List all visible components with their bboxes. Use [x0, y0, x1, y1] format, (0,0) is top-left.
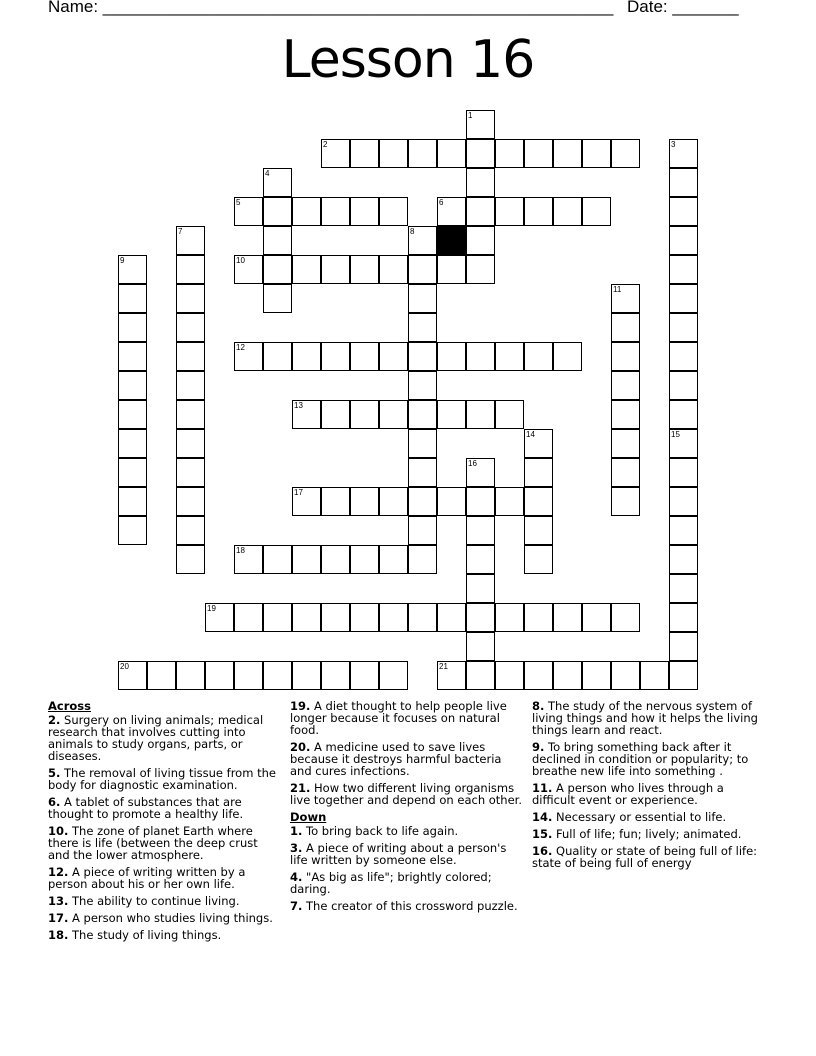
- clue-number-21: 21: [439, 662, 448, 671]
- crossword-cell[interactable]: [176, 313, 205, 342]
- crossword-cell[interactable]: [611, 661, 640, 690]
- crossword-cell[interactable]: [669, 313, 698, 342]
- crossword-cell[interactable]: [495, 487, 524, 516]
- clue-number-2: 2: [323, 140, 328, 149]
- crossword-cell[interactable]: [292, 545, 321, 574]
- crossword-cell[interactable]: [495, 139, 524, 168]
- crossword-cell[interactable]: [263, 545, 292, 574]
- down-clue-14: 14. Necessary or essential to life.: [532, 810, 727, 824]
- crossword-cell[interactable]: [669, 661, 698, 690]
- crossword-cell[interactable]: [176, 545, 205, 574]
- crossword-cell[interactable]: [321, 487, 350, 516]
- crossword-cell[interactable]: [379, 197, 408, 226]
- crossword-cell[interactable]: [553, 603, 582, 632]
- crossword-cell[interactable]: [669, 516, 698, 545]
- crossword-cell[interactable]: [292, 197, 321, 226]
- clue-number-15: 15: [671, 430, 680, 439]
- crossword-cell[interactable]: [669, 371, 698, 400]
- crossword-cell[interactable]: [118, 458, 147, 487]
- crossword-cell[interactable]: [611, 429, 640, 458]
- crossword-cell[interactable]: [292, 603, 321, 632]
- across-clue-21: 21. How two different living organisms live together and depend on each other.: [290, 781, 522, 807]
- crossword-cell[interactable]: [582, 197, 611, 226]
- clues-column-1: [48, 700, 283, 946]
- date-field-label: Date: _______: [627, 0, 739, 16]
- crossword-cell[interactable]: [118, 371, 147, 400]
- crossword-cell[interactable]: [379, 400, 408, 429]
- crossword-cell[interactable]: [379, 603, 408, 632]
- crossword-cell[interactable]: [321, 661, 350, 690]
- clue-number-7: 7: [178, 227, 183, 236]
- down-clue-16: 16. Quality or state of being full of life: state of being full of energy: [532, 844, 758, 870]
- crossword-cell[interactable]: [321, 603, 350, 632]
- crossword-cell[interactable]: [611, 458, 640, 487]
- crossword-cell[interactable]: [524, 197, 553, 226]
- crossword-cell[interactable]: [611, 139, 640, 168]
- crossword-cell[interactable]: [669, 284, 698, 313]
- crossword-cell[interactable]: [350, 342, 379, 371]
- crossword-cell[interactable]: [408, 139, 437, 168]
- crossword-cell[interactable]: [466, 574, 495, 603]
- crossword-cell[interactable]: [553, 139, 582, 168]
- down-clue-11: 11. A person who lives through a difficult event or experience.: [532, 781, 724, 807]
- clue-number-5: 5: [236, 198, 241, 207]
- down-clue-1: 1. To bring back to life again.: [290, 824, 459, 838]
- crossword-cell[interactable]: [669, 226, 698, 255]
- clue-number-13: 13: [294, 401, 303, 410]
- crossword-cell[interactable]: [611, 342, 640, 371]
- across-clue-2: 2. Surgery on living animals; medical research that involves cutting into animals to study organs, parts, or diseases.: [48, 713, 264, 763]
- crossword-cell[interactable]: [176, 371, 205, 400]
- across-heading: Across: [48, 699, 91, 713]
- crossword-cell[interactable]: [176, 516, 205, 545]
- crossword-cell[interactable]: [466, 632, 495, 661]
- crossword-cell[interactable]: [379, 342, 408, 371]
- crossword-cell[interactable]: [176, 284, 205, 313]
- crossword-cell[interactable]: [524, 139, 553, 168]
- crossword-cell[interactable]: [379, 139, 408, 168]
- crossword-cell[interactable]: [263, 284, 292, 313]
- clue-number-1: 1: [468, 111, 473, 120]
- crossword-cell[interactable]: [466, 139, 495, 168]
- crossword-cell[interactable]: [524, 516, 553, 545]
- crossword-cell[interactable]: [611, 487, 640, 516]
- crossword-cell[interactable]: [118, 342, 147, 371]
- crossword-cell[interactable]: [408, 371, 437, 400]
- crossword-cell[interactable]: [466, 197, 495, 226]
- crossword-cell[interactable]: [553, 661, 582, 690]
- crossword-cell[interactable]: [292, 342, 321, 371]
- crossword-cell[interactable]: [350, 487, 379, 516]
- crossword-cell[interactable]: [611, 400, 640, 429]
- crossword-cell[interactable]: [176, 661, 205, 690]
- crossword-cell[interactable]: [524, 545, 553, 574]
- crossword-cell[interactable]: [118, 313, 147, 342]
- crossword-cell[interactable]: [437, 603, 466, 632]
- crossword-cell[interactable]: [437, 342, 466, 371]
- clue-number-17: 17: [294, 488, 303, 497]
- crossword-cell[interactable]: [466, 255, 495, 284]
- down-clue-9: 9. To bring something back after it declined in condition or popularity; to breathe new life into something .: [532, 740, 749, 778]
- crossword-cell[interactable]: [437, 255, 466, 284]
- crossword-cell[interactable]: [350, 545, 379, 574]
- across-clue-18: 18. The study of living things.: [48, 928, 222, 942]
- down-heading: Down: [290, 810, 327, 824]
- crossword-cell[interactable]: [176, 487, 205, 516]
- crossword-cell[interactable]: [524, 487, 553, 516]
- crossword-cell[interactable]: [466, 400, 495, 429]
- crossword-cell[interactable]: [408, 400, 437, 429]
- down-clue-15: 15. Full of life; fun; lively; animated.: [532, 827, 742, 841]
- crossword-cell[interactable]: [582, 139, 611, 168]
- crossword-cell[interactable]: [263, 255, 292, 284]
- clue-number-11: 11: [613, 285, 622, 294]
- down-clue-4: 4. "As big as life"; brightly colored; daring.: [290, 870, 492, 896]
- clue-number-6: 6: [439, 198, 444, 207]
- crossword-cell[interactable]: [118, 400, 147, 429]
- crossword-cell[interactable]: [292, 661, 321, 690]
- crossword-cell[interactable]: [669, 255, 698, 284]
- down-clue-7: 7. The creator of this crossword puzzle.: [290, 899, 518, 913]
- crossword-cell[interactable]: [466, 226, 495, 255]
- crossword-cell[interactable]: [321, 342, 350, 371]
- crossword-cell[interactable]: [524, 458, 553, 487]
- crossword-cell[interactable]: [524, 603, 553, 632]
- crossword-cell[interactable]: [176, 255, 205, 284]
- crossword-cell[interactable]: [437, 400, 466, 429]
- crossword-cell[interactable]: [379, 255, 408, 284]
- crossword-cell[interactable]: [234, 661, 263, 690]
- across-clue-10: 10. The zone of planet Earth where there is life (between the deep crust and the lower atmosphere.: [48, 824, 258, 862]
- crossword-cell[interactable]: [524, 661, 553, 690]
- crossword-cell[interactable]: [118, 487, 147, 516]
- crossword-cell[interactable]: [379, 661, 408, 690]
- crossword-cell[interactable]: [495, 400, 524, 429]
- crossword-black-cell: [437, 226, 466, 255]
- crossword-cell[interactable]: [466, 516, 495, 545]
- crossword-cell[interactable]: [669, 487, 698, 516]
- crossword-cell[interactable]: [495, 603, 524, 632]
- crossword-cell[interactable]: [669, 197, 698, 226]
- crossword-cell[interactable]: [263, 603, 292, 632]
- across-clue-19: 19. A diet thought to help people live longer because it focuses on natural food.: [290, 699, 507, 737]
- crossword-cell[interactable]: [176, 342, 205, 371]
- clue-number-19: 19: [207, 604, 216, 613]
- clue-number-18: 18: [236, 546, 245, 555]
- down-clue-8: 8. The study of the nervous system of living things and how it helps the living things learn and react.: [532, 699, 758, 737]
- crossword-cell[interactable]: [350, 139, 379, 168]
- crossword-cell[interactable]: [147, 661, 176, 690]
- crossword-cell[interactable]: [495, 342, 524, 371]
- crossword-cell[interactable]: [321, 255, 350, 284]
- crossword-cell[interactable]: [669, 603, 698, 632]
- across-clue-6: 6. A tablet of substances that are thought to promote a healthy life.: [48, 795, 244, 821]
- crossword-cell[interactable]: [553, 197, 582, 226]
- clue-number-4: 4: [265, 169, 270, 178]
- name-field-label: Name: ______________________________________________________: [48, 0, 614, 16]
- crossword-cell[interactable]: [408, 284, 437, 313]
- crossword-cell[interactable]: [669, 458, 698, 487]
- crossword-cell[interactable]: [205, 661, 234, 690]
- crossword-cell[interactable]: [669, 574, 698, 603]
- crossword-cell[interactable]: [321, 400, 350, 429]
- across-clue-13: 13. The ability to continue living.: [48, 894, 240, 908]
- clue-number-9: 9: [120, 256, 125, 265]
- across-clue-17: 17. A person who studies living things.: [48, 911, 273, 925]
- crossword-cell[interactable]: [669, 632, 698, 661]
- crossword-cell[interactable]: [176, 429, 205, 458]
- clues-column-2: [290, 700, 525, 917]
- crossword-cell[interactable]: [118, 516, 147, 545]
- crossword-cell[interactable]: [350, 400, 379, 429]
- crossword-cell[interactable]: [466, 603, 495, 632]
- crossword-cell[interactable]: [408, 487, 437, 516]
- crossword-cell[interactable]: [263, 226, 292, 255]
- across-clue-5: 5. The removal of living tissue from the body for diagnostic examination.: [48, 766, 276, 792]
- crossword-cell[interactable]: [553, 342, 582, 371]
- crossword-cell[interactable]: [234, 603, 263, 632]
- crossword-cell[interactable]: [379, 545, 408, 574]
- crossword-cell[interactable]: [669, 342, 698, 371]
- crossword-cell[interactable]: [263, 197, 292, 226]
- crossword-cell[interactable]: [437, 139, 466, 168]
- crossword-cell[interactable]: [379, 487, 408, 516]
- clues-column-3: [532, 700, 767, 874]
- clue-number-20: 20: [120, 662, 129, 671]
- clue-number-8: 8: [410, 227, 415, 236]
- crossword-cell[interactable]: [669, 545, 698, 574]
- crossword-cell[interactable]: [408, 429, 437, 458]
- crossword-cell[interactable]: [669, 400, 698, 429]
- crossword-cell[interactable]: [582, 603, 611, 632]
- crossword-cell[interactable]: [640, 661, 669, 690]
- crossword-cell[interactable]: [466, 168, 495, 197]
- crossword-cell[interactable]: [408, 342, 437, 371]
- clue-number-14: 14: [526, 430, 535, 439]
- crossword-cell[interactable]: [118, 429, 147, 458]
- crossword-cell[interactable]: [611, 603, 640, 632]
- crossword-cell[interactable]: [582, 661, 611, 690]
- crossword-cell[interactable]: [408, 545, 437, 574]
- clue-number-10: 10: [236, 256, 245, 265]
- crossword-cell[interactable]: [176, 400, 205, 429]
- crossword-cell[interactable]: [350, 197, 379, 226]
- clue-number-3: 3: [671, 140, 676, 149]
- crossword-cell[interactable]: [495, 197, 524, 226]
- crossword-cell[interactable]: [408, 516, 437, 545]
- page-title: Lesson 16: [281, 30, 535, 90]
- crossword-cell[interactable]: [350, 661, 379, 690]
- crossword-cell[interactable]: [263, 342, 292, 371]
- crossword-cell[interactable]: [292, 255, 321, 284]
- clue-number-12: 12: [236, 343, 245, 352]
- crossword-cell[interactable]: [466, 342, 495, 371]
- crossword-cell[interactable]: [466, 545, 495, 574]
- crossword-cell[interactable]: [669, 168, 698, 197]
- crossword-cell[interactable]: [466, 487, 495, 516]
- crossword-cell[interactable]: [408, 603, 437, 632]
- crossword-cell[interactable]: [437, 487, 466, 516]
- crossword-cell[interactable]: [176, 458, 205, 487]
- crossword-cell[interactable]: [611, 371, 640, 400]
- crossword-cell[interactable]: [408, 458, 437, 487]
- crossword-cell[interactable]: [321, 197, 350, 226]
- across-clue-20: 20. A medicine used to save lives because it destroys harmful bacteria and cures infections.: [290, 740, 502, 778]
- crossword-cell[interactable]: [350, 255, 379, 284]
- crossword-cell[interactable]: [408, 255, 437, 284]
- crossword-cell[interactable]: [350, 603, 379, 632]
- crossword-cell[interactable]: [118, 284, 147, 313]
- crossword-cell[interactable]: [466, 661, 495, 690]
- across-clue-12: 12. A piece of writing written by a person about his or her own life.: [48, 865, 246, 891]
- crossword-cell[interactable]: [495, 661, 524, 690]
- crossword-cell[interactable]: [263, 661, 292, 690]
- crossword-cell[interactable]: [408, 313, 437, 342]
- down-clue-3: 3. A piece of writing about a person's life written by someone else.: [290, 841, 507, 867]
- clue-number-16: 16: [468, 459, 477, 468]
- crossword-cell[interactable]: [321, 545, 350, 574]
- crossword-cell[interactable]: [524, 342, 553, 371]
- crossword-cell[interactable]: [611, 313, 640, 342]
